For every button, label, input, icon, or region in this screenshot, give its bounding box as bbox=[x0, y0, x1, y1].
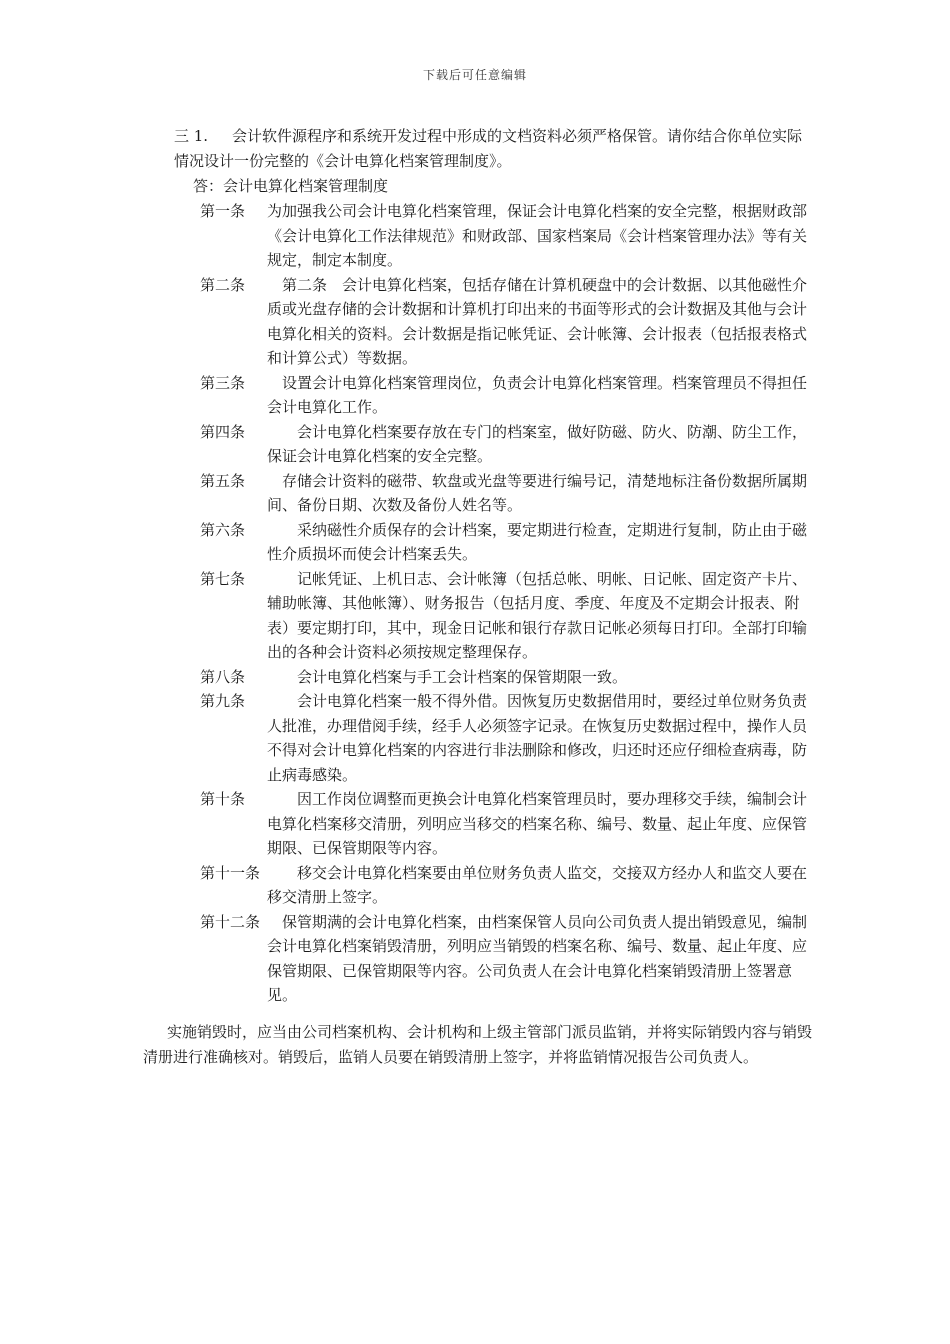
article-6 bbox=[200, 518, 820, 567]
article-3 bbox=[200, 371, 820, 420]
article-text: 移交会计电算化档案要由单位财务负责人监交，交接双方经办人和监交人要在移交清册上签字。 bbox=[267, 863, 808, 906]
article-label: 第五条 bbox=[200, 471, 246, 490]
article-text: 因工作岗位调整而更换会计电算化档案管理员时，要办理移交手续，编制会计电算化档案移交清册，列明应当移交的档案名称、编号、数量、起止年度、应保管期限、已保管期限等内容。 bbox=[267, 790, 808, 857]
article-label: 第一条 bbox=[200, 202, 246, 220]
article-text: 存储会计资料的磁带、软盘或光盘等要进行编号记，清楚地标注备份数据所属期间、备份日期、次数及备份人姓名等。 bbox=[267, 471, 808, 514]
article-label: 第三条 bbox=[200, 373, 246, 392]
question bbox=[174, 124, 814, 173]
article-text: 记帐凭证、上机日志、会计帐簿（包括总帐、明帐、日记帐、固定资产卡片、辅助帐簿、其他帐簿）、财务报告（包括月度、季度、年度及不定期会计报表、附表）要定期打印，其中，现金日记帐和银行存款日记帐必须每日打印。全部打印输出的各种会计资料必须按规定整理保存。 bbox=[267, 569, 808, 661]
article-text: 设置会计电算化档案管理岗位，负责会计电算化档案管理。档案管理员不得担任会计电算化工作。 bbox=[267, 373, 808, 416]
article-text: 为加强我公司会计电算化档案管理，保证会计电算化档案的安全完整，根据财政部《会计电算化工作法律规范》和财政部、国家档案局《会计档案管理办法》等有关规定，制定本制度。 bbox=[267, 202, 808, 269]
article-8 bbox=[200, 665, 820, 690]
article-text: 第二条 会计电算化档案，包括存储在计算机硬盘中的会计数据、以其他磁性介质或光盘存储的会计数据和计算机打印出来的书面等形式的会计数据及其他与会计电算化相关的资料。会计数据是指记帐凭证、会计帐簿、会计报表（包括报表格式和计算公式）等数据。 bbox=[267, 275, 808, 367]
article-label: 第七条 bbox=[200, 569, 246, 588]
article-label: 第九条 bbox=[200, 692, 246, 710]
article-text: 会计电算化档案与手工会计档案的保管期限一致。 bbox=[267, 667, 628, 686]
article-9 bbox=[200, 689, 820, 787]
article-2 bbox=[200, 273, 820, 371]
article-1 bbox=[200, 199, 820, 273]
article-4 bbox=[200, 420, 820, 469]
page-header: 下载后可任意编辑 bbox=[422, 68, 527, 82]
answer-title: 答：会计电算化档案管理制度 bbox=[193, 177, 389, 195]
article-7 bbox=[200, 567, 820, 665]
article-12 bbox=[200, 910, 820, 1008]
final-paragraph: 实施销毁时，应当由公司档案机构、会计机构和上级主管部门派员监销，并将实际销毁内容与销毁清册进行准确核对。销毁后，监销人员要在销毁清册上签字，并将监销情况报告公司负责人。 bbox=[143, 1023, 813, 1066]
article-label: 第十二条 bbox=[200, 912, 261, 931]
question-text: 会计软件源程序和系统开发过程中形成的文档资料必须严格保管。请你结合你单位实际情况设计一份完整的《会计电算化档案管理制度》。 bbox=[174, 127, 803, 170]
articles-list bbox=[200, 199, 820, 1008]
article-label: 第四条 bbox=[200, 422, 246, 441]
article-text: 采纳磁性介质保存的会计档案，要定期进行检查，定期进行复制，防止由于磁性介质损坏而使会计档案丢失。 bbox=[267, 520, 808, 563]
article-text: 会计电算化档案一般不得外借。因恢复历史数据借用时，要经过单位财务负责人批准，办理借阅手续，经手人必须签字记录。在恢复历史数据过程中，操作人员不得对会计电算化档案的内容进行非法删除和修改，归还时还应仔细检查病毒，防止病毒感染。 bbox=[267, 692, 808, 784]
article-text: 保管期满的会计电算化档案，由档案保管人员向公司负责人提出销毁意见，编制会计电算化档案销毁清册，列明应当销毁的档案名称、编号、数量、起止年度、应保管期限、已保管期限等内容。公司负责人在会计电算化档案销毁清册上签署意见。 bbox=[267, 912, 808, 1004]
article-label: 第六条 bbox=[200, 520, 246, 539]
article-5 bbox=[200, 469, 820, 518]
article-label: 第八条 bbox=[200, 667, 246, 686]
article-text: 会计电算化档案要存放在专门的档案室，做好防磁、防火、防潮、防尘工作，保证会计电算化档案的安全完整。 bbox=[267, 422, 808, 465]
article-11 bbox=[200, 861, 820, 910]
article-label: 第二条 bbox=[200, 275, 246, 294]
article-10 bbox=[200, 787, 820, 861]
article-label: 第十一条 bbox=[200, 863, 261, 882]
article-label: 第十条 bbox=[200, 790, 246, 808]
question-number: 三 1. bbox=[174, 127, 209, 145]
